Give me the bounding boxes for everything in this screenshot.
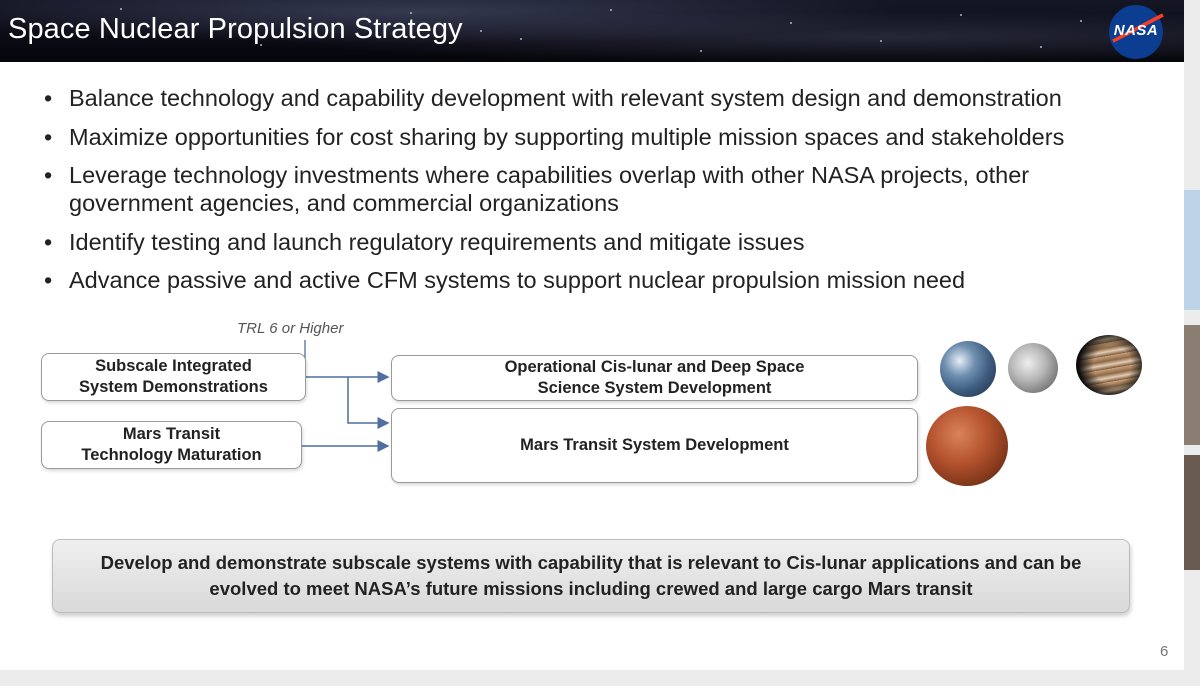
title-bar bbox=[0, 0, 1184, 62]
bullet-dot-icon: • bbox=[44, 162, 53, 188]
box-line: Mars Transit System Development bbox=[520, 436, 789, 454]
nasa-logo bbox=[1107, 5, 1165, 59]
bullet-item bbox=[44, 84, 1144, 112]
bullet-list bbox=[44, 84, 1144, 305]
box-line: Technology Maturation bbox=[81, 446, 262, 464]
scroll-thumb[interactable] bbox=[1184, 190, 1200, 310]
bullet-dot-icon: • bbox=[44, 85, 53, 111]
bullet-dot-icon: • bbox=[44, 123, 53, 150]
box-line: Science System Development bbox=[537, 379, 772, 397]
bottom-bar bbox=[0, 670, 1184, 686]
earth-icon bbox=[940, 341, 996, 397]
mars-transit-system-box bbox=[391, 408, 918, 483]
mars-transit-technology-box bbox=[41, 421, 302, 469]
slide-title: Space Nuclear Propulsion Strategy bbox=[8, 13, 463, 45]
side-scrollbar[interactable] bbox=[1184, 0, 1200, 686]
slide-thumbnail-strip[interactable] bbox=[1184, 455, 1200, 570]
page-number: 6 bbox=[1160, 643, 1169, 660]
nasa-logo-text: NASA bbox=[1113, 22, 1159, 39]
bullet-item bbox=[44, 161, 1144, 217]
box-line: Subscale Integrated bbox=[95, 357, 252, 375]
bullet-dot-icon: • bbox=[44, 228, 53, 255]
slide-thumbnail-strip[interactable] bbox=[1184, 325, 1200, 445]
mars-icon bbox=[926, 406, 1008, 486]
callout-line: Develop and demonstrate subscale systems with capability that is relevant to Cis-lunar applications and can be bbox=[100, 552, 1082, 573]
moon-icon bbox=[1008, 343, 1058, 393]
box-line: System Demonstrations bbox=[79, 378, 268, 396]
bullet-item bbox=[44, 123, 1144, 151]
summary-callout bbox=[52, 539, 1130, 613]
bullet-text: Identify testing and launch regulatory requirements and mitigate issues bbox=[69, 228, 805, 255]
operational-system-box bbox=[391, 355, 918, 401]
box-line: Mars Transit bbox=[122, 425, 221, 443]
subscale-integrated-box bbox=[41, 353, 306, 401]
bullet-text: Leverage technology investments where capabilities overlap with other NASA projects, other government agencies, and commercial organizations bbox=[69, 162, 1030, 216]
bullet-dot-icon: • bbox=[44, 267, 53, 293]
box-line: Operational Cis-lunar and Deep Space bbox=[504, 358, 805, 376]
trl-label: TRL 6 or Higher bbox=[237, 320, 344, 337]
bullet-item bbox=[44, 266, 1144, 294]
callout-line: evolved to meet NASA’s future missions including crewed and large cargo Mars transit bbox=[209, 578, 973, 599]
bullet-text: Maximize opportunities for cost sharing by supporting multiple mission spaces and stakeholders bbox=[69, 123, 1065, 150]
bullet-text: Advance passive and active CFM systems to support nuclear propulsion mission need bbox=[69, 267, 966, 293]
jupiter-icon bbox=[1076, 335, 1142, 395]
bullet-item bbox=[44, 228, 1144, 256]
bullet-text: Balance technology and capability development with relevant system design and demonstration bbox=[69, 85, 1062, 111]
